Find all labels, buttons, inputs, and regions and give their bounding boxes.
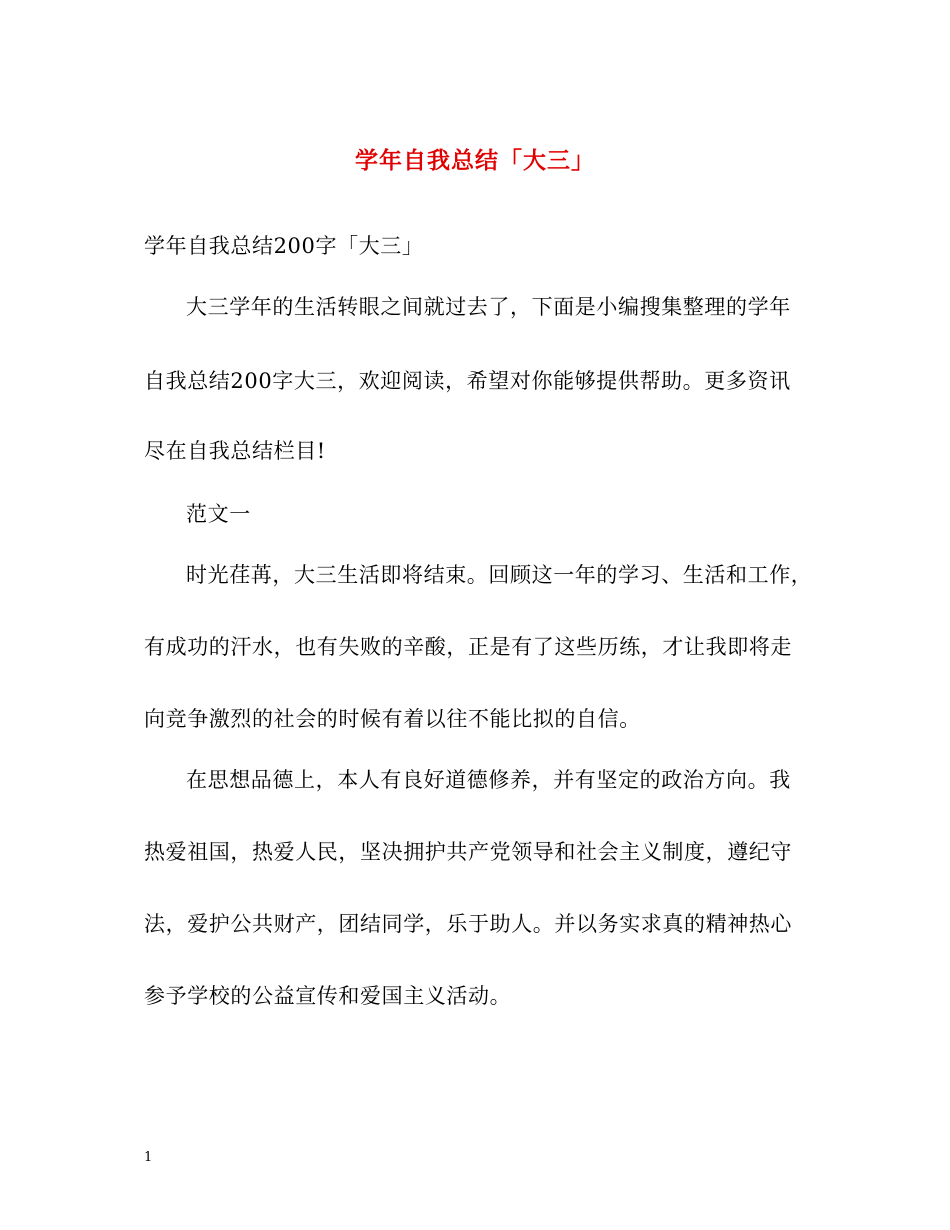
- paragraph-line: 自我总结200字大三，欢迎阅读，希望对你能够提供帮助。更多资讯: [144, 369, 791, 393]
- paragraph-line: 尽在自我总结栏目!: [144, 439, 326, 463]
- document-subtitle: 学年自我总结200字「大三」: [144, 234, 424, 258]
- paragraph-line: 在思想品德上，本人有良好道德修养，并有坚定的政治方向。我: [186, 768, 791, 792]
- paragraph-line: 热爱祖国，热爱人民，坚决拥护共产党领导和社会主义制度，遵纪守: [144, 840, 792, 864]
- paragraph-line: 法，爱护公共财产，团结同学，乐于助人。并以务实求真的精神热心: [144, 912, 792, 936]
- section-heading: 范文一: [186, 502, 251, 526]
- document-title: 学年自我总结「大三」: [355, 147, 595, 174]
- page-number: 1: [144, 1150, 153, 1165]
- paragraph-line: 时光荏苒，大三生活即将结束。回顾这一年的学习、生活和工作，: [186, 563, 813, 587]
- paragraph-line: 有成功的汗水，也有失败的辛酸，正是有了这些历练，才让我即将走: [144, 635, 792, 659]
- paragraph-line: 大三学年的生活转眼之间就过去了，下面是小编搜集整理的学年: [186, 295, 791, 319]
- paragraph-line: 向竞争激烈的社会的时候有着以往不能比拟的自信。: [144, 707, 641, 731]
- paragraph-line: 参予学校的公益宣传和爱国主义活动。: [144, 984, 512, 1008]
